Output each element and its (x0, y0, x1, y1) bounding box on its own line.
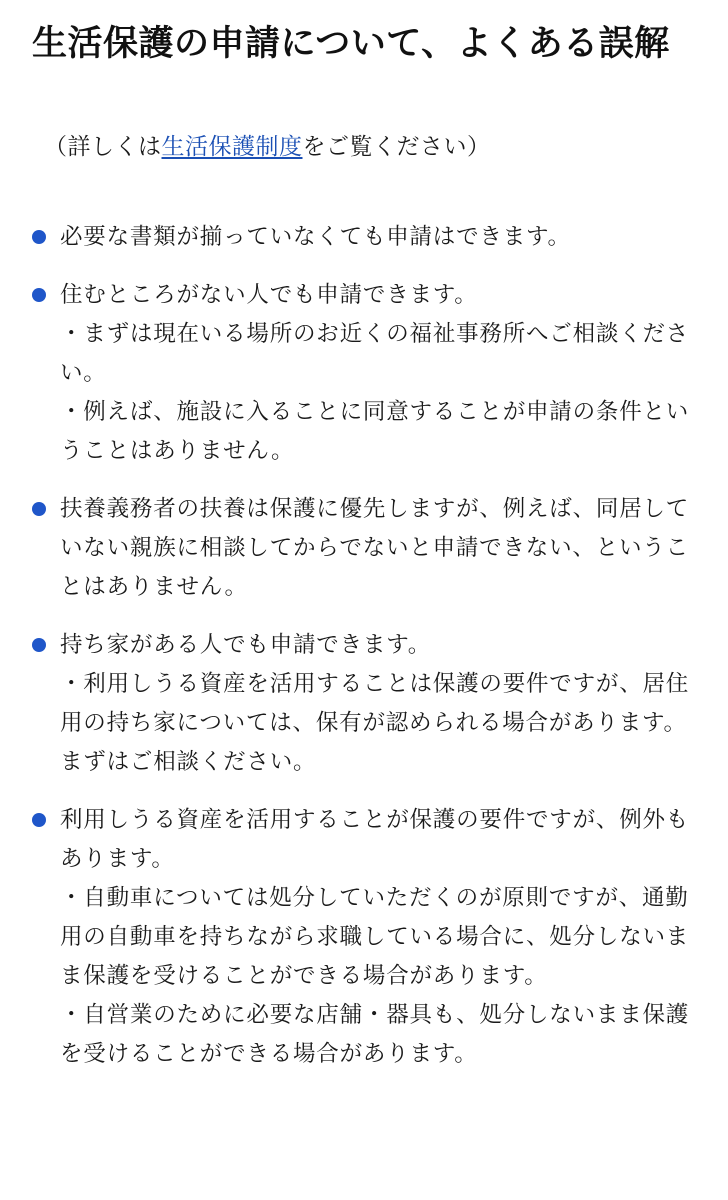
list-item-line: ・自動車については処分していただくのが原則ですが、通勤用の自動車を持ちながら求職している場合に、処分しないまま保護を受けることができる場合があります。 (60, 885, 690, 989)
list-item-text (60, 490, 692, 607)
list-item (32, 490, 692, 607)
list-item-line: ・例えば、施設に入ることに同意することが申請の条件ということはありません。 (60, 399, 690, 464)
bullet-icon (32, 638, 46, 652)
bullet-icon (32, 230, 46, 244)
list-item-line: 利用しうる資産を活用することが保護の要件ですが、例外もあります。 (60, 807, 690, 872)
list-item-line: ・自営業のために必要な店舗・器具も、処分しないまま保護を受けることができる場合があります。 (60, 1002, 690, 1067)
intro-text (44, 130, 692, 164)
intro-suffix: をご覧ください） (302, 134, 491, 160)
list-item-text (60, 626, 692, 782)
page-title: 生活保護の申請について、よくある誤解 (32, 24, 670, 64)
list-item-line: ・利用しうる資産を活用することは保護の要件ですが、居住用の持ち家については、保有が認められる場合があります。まずはご相談ください。 (60, 671, 690, 775)
myth-list (32, 218, 692, 1074)
welfare-system-link[interactable]: 生活保護制度 (161, 134, 303, 160)
list-item (32, 218, 692, 257)
list-item (32, 801, 692, 1074)
list-item-text (60, 276, 692, 471)
list-item-line: ・まずは現在いる場所のお近くの福祉事務所へご相談ください。 (60, 321, 690, 386)
bullet-icon (32, 288, 46, 302)
intro-prefix: （詳しくは (44, 134, 162, 160)
list-item-line: 扶養義務者の扶養は保護に優先しますが、例えば、同居していない親族に相談してからでないと申請できない、ということはありません。 (60, 496, 690, 600)
list-item-text (60, 218, 692, 257)
list-item-text (60, 801, 692, 1074)
list-item (32, 276, 692, 471)
list-item-line: 住むところがない人でも申請できます。 (60, 282, 478, 308)
bullet-icon (32, 502, 46, 516)
list-item-line: 持ち家がある人でも申請できます。 (60, 632, 432, 658)
list-item (32, 626, 692, 782)
list-item-line: 必要な書類が揃っていなくても申請はできます。 (60, 224, 571, 250)
bullet-icon (32, 813, 46, 827)
